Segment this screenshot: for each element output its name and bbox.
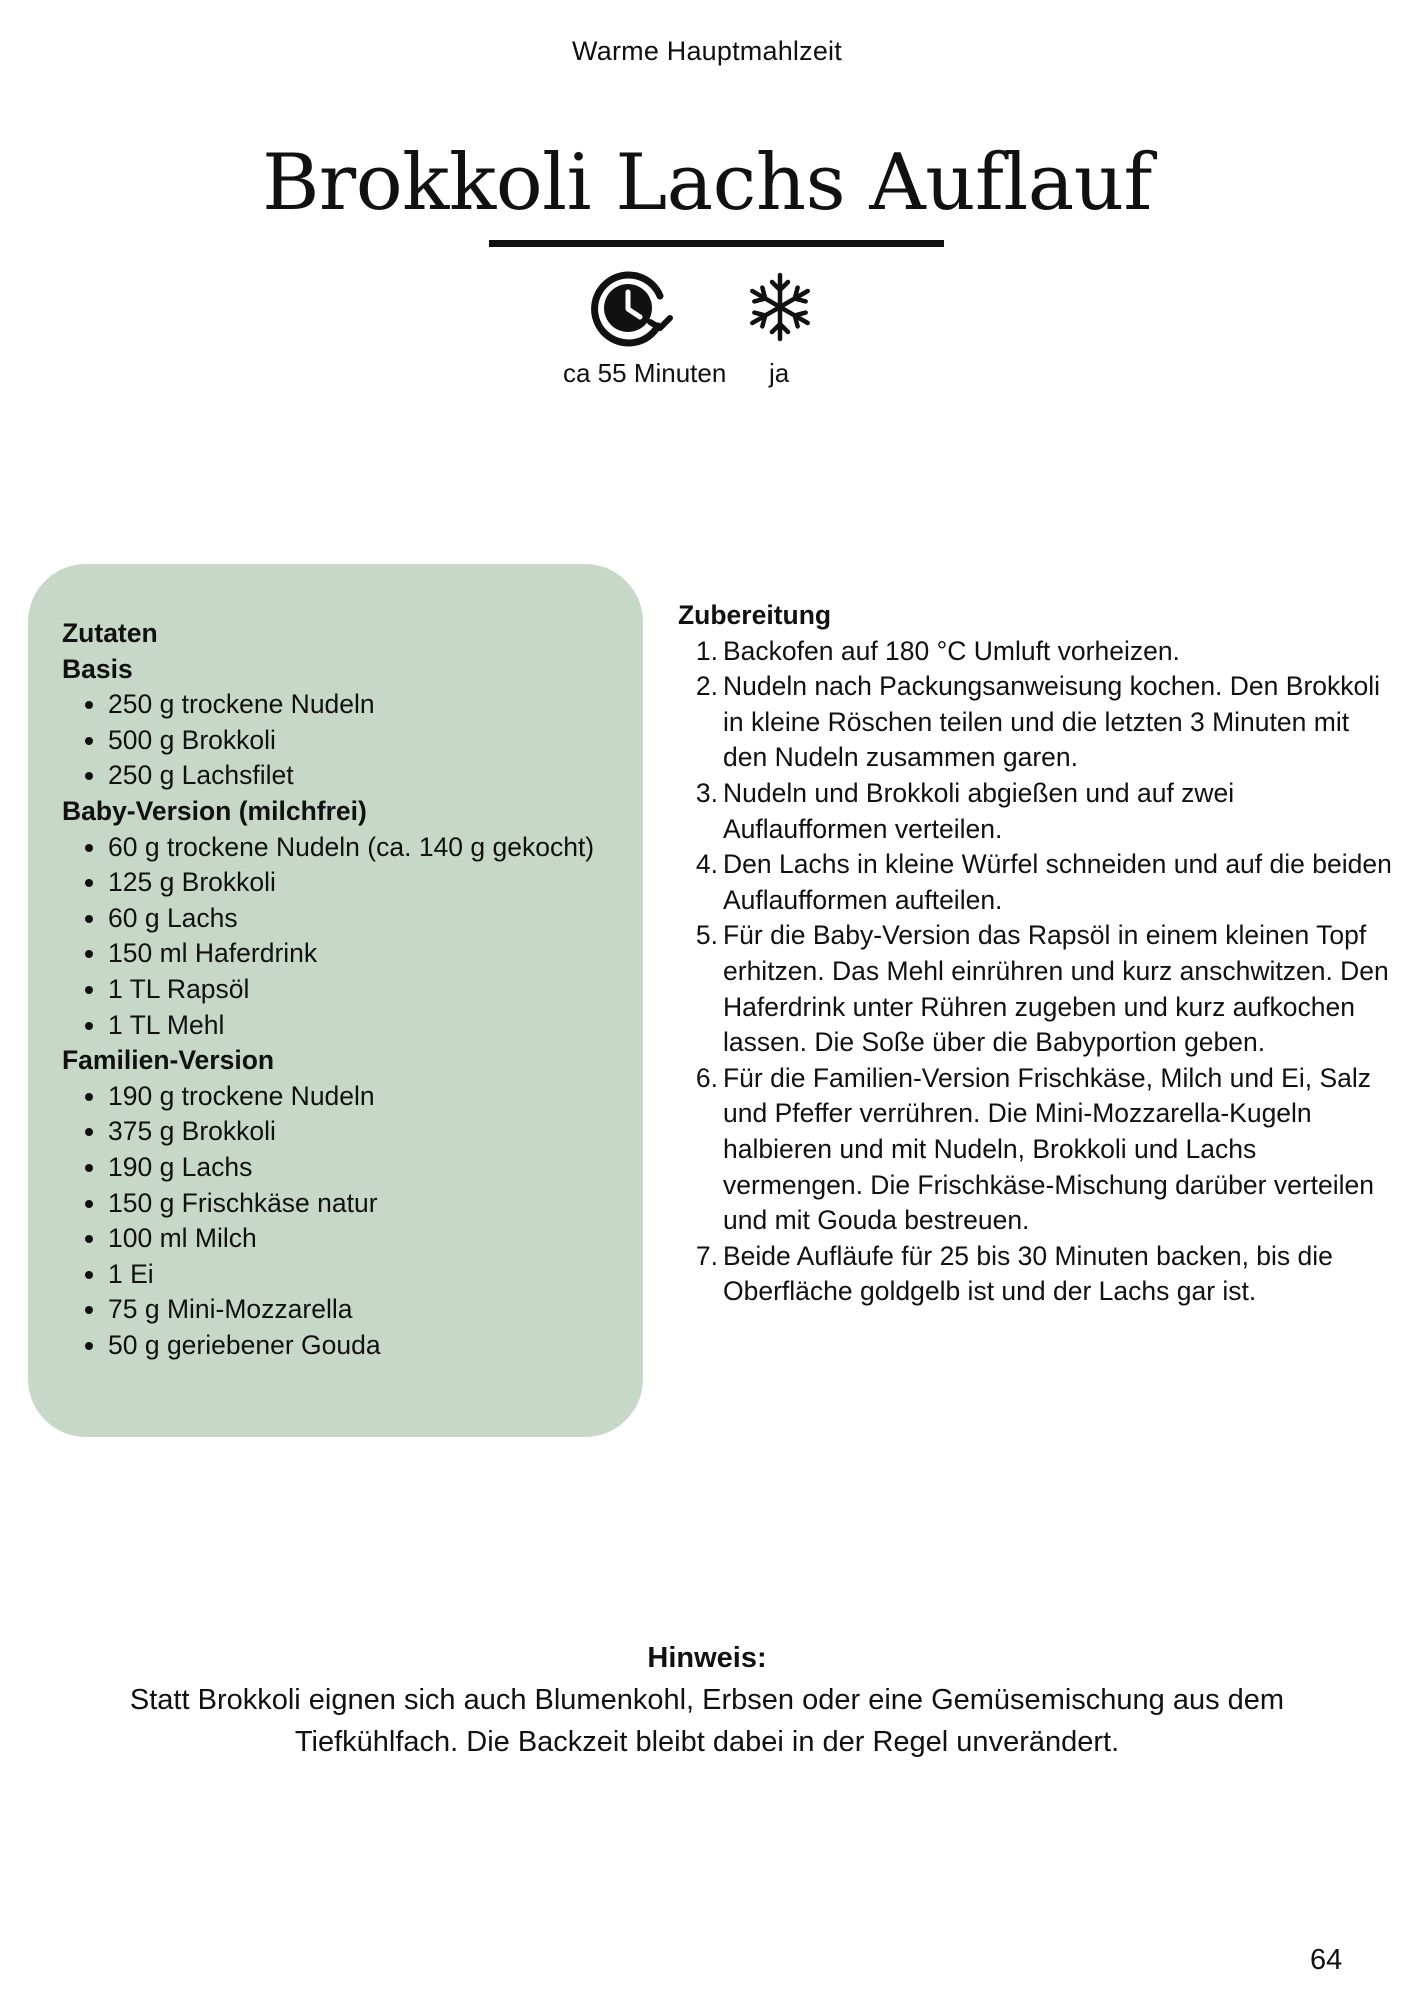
preparation-step xyxy=(678,669,1398,776)
preparation-step xyxy=(678,918,1398,1060)
ingredient-list-baby xyxy=(62,830,613,1044)
ingredient-list-basis xyxy=(62,687,613,794)
ingredient-item: • 1 TL Rapsöl xyxy=(108,972,613,1008)
page-number: 64 xyxy=(1310,1944,1343,1976)
step-text: Für die Baby-Version das Rapsöl in einem kleinen Topf erhitzen. Das Mehl einrühren und kurz anschwitzen. Den Haferdrink unter Rühren zugeben und kurz aufkochen lassen. Die Soße über die Babyportion geben. xyxy=(723,920,1389,1058)
preparation-step xyxy=(678,634,1398,670)
step-number: 1. xyxy=(695,635,718,666)
preparation-step xyxy=(678,847,1398,918)
ingredient-item: • 150 ml Haferdrink xyxy=(108,936,613,972)
preparation-heading: Zubereitung xyxy=(678,600,832,630)
preparation-step xyxy=(678,1239,1398,1310)
clock-refresh-icon xyxy=(590,266,678,355)
hint-title: Hinweis: xyxy=(647,1642,767,1674)
ingredient-item: • 190 g Lachs xyxy=(108,1150,613,1186)
hint-text: Statt Brokkoli eignen sich auch Blumenkohl, Erbsen oder eine Gemüsemischung aus dem Tiefkühlfach. Die Backzeit bleibt dabei in der Regel unverändert. xyxy=(129,1684,1285,1758)
preparation-section xyxy=(678,598,1398,1310)
ingredient-item: • 250 g trockene Nudeln xyxy=(108,687,613,723)
ingredient-item: • 150 g Frischkäse natur xyxy=(108,1186,613,1222)
preparation-steps xyxy=(678,634,1398,1310)
ingredient-item: • 60 g trockene Nudeln (ca. 140 g gekocht) xyxy=(108,830,613,866)
ingredient-group-heading: Familien-Version xyxy=(62,1045,275,1076)
step-number: 7. xyxy=(695,1240,718,1271)
ingredient-list-family xyxy=(62,1079,613,1364)
ingredient-item: • 250 g Lachsfilet xyxy=(108,758,613,794)
preparation-step xyxy=(678,1061,1398,1239)
step-text: Nudeln nach Packungsanweisung kochen. Den Brokkoli in kleine Röschen teilen und die letzten 3 Minuten mit den Nudeln zusammen garen. xyxy=(723,671,1381,773)
step-number: 3. xyxy=(695,777,718,808)
ingredient-item: • 50 g geriebener Gouda xyxy=(108,1328,613,1364)
step-text: Nudeln und Brokkoli abgießen und auf zwei Auflaufformen verteilen. xyxy=(723,777,1235,844)
hint-section xyxy=(60,1637,1354,1763)
ingredient-group-heading: Baby-Version (milchfrei) xyxy=(62,795,367,826)
ingredient-item: • 125 g Brokkoli xyxy=(108,865,613,901)
ingredient-item: • 60 g Lachs xyxy=(108,901,613,937)
snowflake-icon xyxy=(745,272,815,347)
step-number: 4. xyxy=(695,849,718,880)
ingredient-item: • 375 g Brokkoli xyxy=(108,1114,613,1150)
ingredient-item: • 1 TL Mehl xyxy=(108,1008,613,1044)
ingredient-group-heading: Basis xyxy=(62,653,133,684)
ingredients-heading: Zutaten xyxy=(62,618,158,648)
title-underline xyxy=(489,240,944,247)
step-text: Backofen auf 180 °C Umluft vorheizen. xyxy=(723,635,1180,666)
ingredient-item: • 75 g Mini-Mozzarella xyxy=(108,1292,613,1328)
step-number: 2. xyxy=(695,671,718,702)
recipe-title: Brokkoli Lachs Auflauf xyxy=(262,138,1152,228)
freezable-value: ja xyxy=(769,358,790,388)
step-text: Den Lachs in kleine Würfel schneiden und auf die beiden Auflaufformen aufteilen. xyxy=(723,849,1392,915)
ingredient-item: • 1 Ei xyxy=(108,1257,613,1293)
recipe-category: Warme Hauptmahlzeit xyxy=(572,36,842,66)
ingredient-item: • 500 g Brokkoli xyxy=(108,723,613,759)
ingredient-item: • 190 g trockene Nudeln xyxy=(108,1079,613,1115)
ingredients-panel xyxy=(28,564,643,1437)
preparation-step xyxy=(678,776,1398,847)
step-number: 5. xyxy=(695,920,718,951)
step-number: 6. xyxy=(695,1062,718,1093)
step-text: Beide Aufläufe für 25 bis 30 Minuten backen, bis die Oberfläche goldgelb ist und der Lachs gar ist. xyxy=(723,1240,1333,1307)
cooking-time: ca 55 Minuten xyxy=(563,358,727,388)
step-text: Für die Familien-Version Frischkäse, Milch und Ei, Salz und Pfeffer verrühren. Die Mini-Mozzarella-Kugeln halbieren und mit Nudeln, Brokkoli und Lachs vermengen. Die Frischkäse-Mischung darüber verteilen und mit Gouda bestreuen. xyxy=(723,1062,1375,1236)
ingredient-item: • 100 ml Milch xyxy=(108,1221,613,1257)
